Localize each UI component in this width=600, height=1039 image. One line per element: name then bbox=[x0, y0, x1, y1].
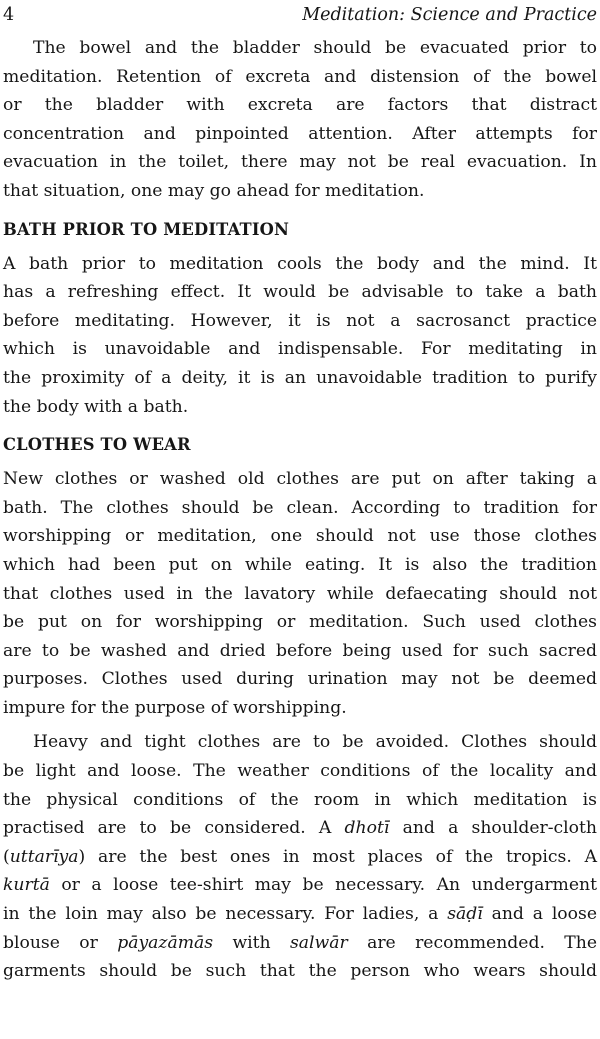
text-line: be light and loose. The weather conditions of the locality and bbox=[3, 761, 597, 782]
text-line: meditation. Retention of excreta and distension of the bowel bbox=[3, 66, 597, 87]
text-line bbox=[3, 814, 597, 843]
text-line: purposes. Clothes used during urination may not be deemed bbox=[3, 669, 597, 690]
text-line bbox=[3, 929, 597, 958]
text-line: impure for the purpose of worshipping. bbox=[3, 697, 347, 718]
text-segment: ( bbox=[3, 846, 10, 867]
text-line: or the bladder with excreta are factors that distract bbox=[3, 95, 597, 116]
book-page bbox=[3, 0, 597, 986]
text-segment: and a loose bbox=[491, 904, 597, 925]
text-line: garments should be such that the person who wears should bbox=[3, 961, 597, 982]
text-line: has a refreshing effect. It would be advisable to take a bath bbox=[3, 282, 597, 303]
italic-term: kurtā bbox=[3, 875, 50, 896]
text-line: are to be washed and dried before being used for such sacred bbox=[3, 640, 597, 661]
section-heading-clothes: CLOTHES TO WEAR bbox=[3, 435, 191, 455]
paragraph-bath bbox=[3, 250, 597, 422]
text-line: Heavy and tight clothes are to be avoided. Clothes should bbox=[33, 732, 597, 753]
text-line: concentration and pinpointed attention. After attempts for bbox=[3, 123, 597, 144]
text-line: be put on for worshipping or meditation. Such used clothes bbox=[3, 612, 597, 633]
italic-term: dhotī bbox=[344, 818, 390, 839]
paragraph-clothes bbox=[3, 465, 597, 722]
text-line bbox=[3, 900, 597, 929]
italic-term: pāyazāmās bbox=[117, 932, 214, 953]
italic-term: uttarīya bbox=[9, 846, 79, 867]
text-line: evacuation in the toilet, there may not be real evacuation. In bbox=[3, 152, 597, 173]
paragraph-garments bbox=[3, 728, 597, 985]
text-line: the physical conditions of the room in which meditation is bbox=[3, 789, 597, 810]
text-segment: with bbox=[232, 932, 271, 953]
text-line bbox=[3, 843, 597, 872]
text-segment: practised are to be considered. A bbox=[3, 818, 332, 839]
book-title: Meditation: Science and Practice bbox=[302, 5, 597, 25]
italic-term: salwār bbox=[289, 932, 348, 953]
paragraph-evacuation bbox=[3, 34, 597, 206]
text-line: which is unavoidable and indispensable. For meditating in bbox=[3, 339, 597, 360]
text-line: The bowel and the bladder should be evacuated prior to bbox=[33, 38, 597, 58]
text-line: before meditating. However, it is not a sacrosanct practice bbox=[3, 310, 597, 331]
text-line: which had been put on while eating. It is also the tradition bbox=[3, 554, 597, 575]
text-line: that situation, one may go ahead for meditation. bbox=[3, 180, 425, 201]
text-segment: in the loin may also be necessary. For ladies, a bbox=[3, 904, 439, 925]
text-line: New clothes or washed old clothes are put on after taking a bbox=[3, 469, 597, 490]
text-segment: blouse or bbox=[3, 932, 98, 953]
text-segment: or a loose tee-shirt may be necessary. An undergarment bbox=[61, 875, 597, 896]
text-segment: ) are the best ones in most places of the tropics. A bbox=[78, 846, 597, 867]
text-segment: and a shoulder-cloth bbox=[402, 818, 597, 839]
page-number: 4 bbox=[3, 5, 15, 25]
running-head bbox=[3, 0, 597, 30]
text-line bbox=[3, 871, 597, 900]
text-line: the proximity of a deity, it is an unavoidable tradition to purify bbox=[3, 367, 597, 388]
text-line: that clothes used in the lavatory while defaecating should not bbox=[3, 583, 597, 604]
text-line: A bath prior to meditation cools the body and the mind. It bbox=[3, 253, 597, 274]
text-line: bath. The clothes should be clean. According to tradition for bbox=[3, 497, 597, 518]
text-segment: are recommended. The bbox=[367, 932, 597, 953]
text-line: the body with a bath. bbox=[3, 396, 189, 417]
italic-term: sāḍī bbox=[447, 904, 483, 925]
text-line: worshipping or meditation, one should not use those clothes bbox=[3, 526, 597, 547]
section-heading-bath: BATH PRIOR TO MEDITATION bbox=[3, 219, 290, 239]
